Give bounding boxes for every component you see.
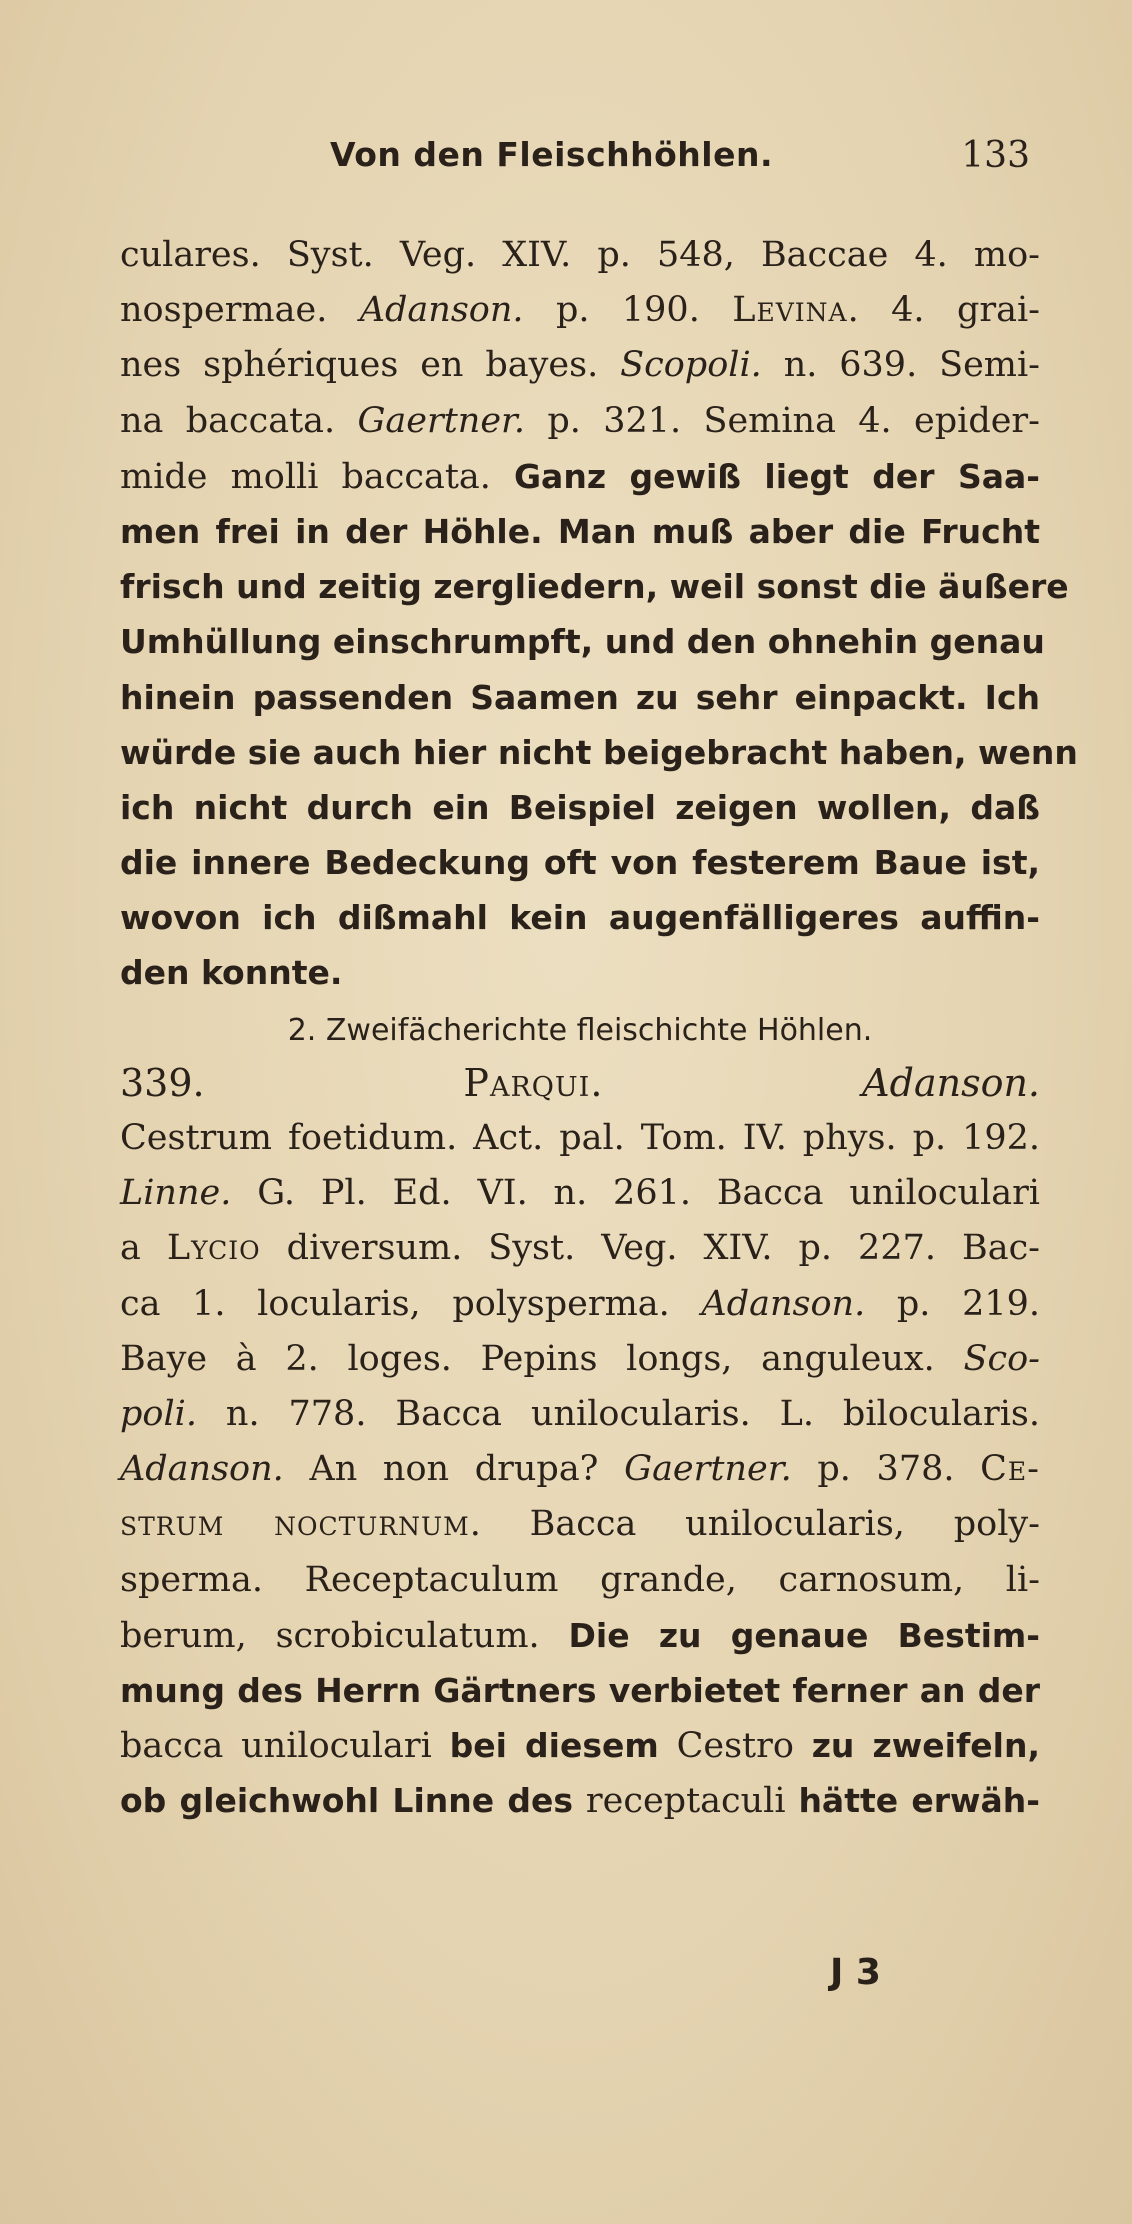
section-subheading: 2. Zweifächerichte fleischichte Höhlen. <box>287 1012 873 1048</box>
text-line <box>120 1773 1040 1828</box>
signature-mark: J 3 <box>830 1952 881 1993</box>
text-line <box>120 449 1040 504</box>
text-run: mung des Herrn Gärtners verbietet ferner an der <box>120 1670 1040 1710</box>
text-run: hätte erwäh- <box>798 1781 1040 1821</box>
text-line <box>120 780 1040 835</box>
text-run: Lycio <box>166 1228 261 1269</box>
text-line <box>120 559 1069 614</box>
text-run: men frei in der Höhle. Man muß aber die Frucht <box>120 511 1040 551</box>
text-line <box>120 1387 1040 1442</box>
text-run: poli. <box>120 1393 197 1434</box>
text-line <box>120 1608 1040 1663</box>
text-run: nospermae. <box>120 290 360 331</box>
text-line <box>120 1221 1040 1276</box>
text-run: den konnte. <box>120 953 343 993</box>
text-line <box>120 835 1040 890</box>
text-run: a <box>120 1228 167 1269</box>
text-line <box>120 283 1040 338</box>
running-title: Von den Fleischhöhlen. <box>330 135 773 174</box>
text-run: Sco- <box>963 1338 1040 1379</box>
text-run: Umhüllung einschrumpft, und den ohnehin genau <box>120 622 1045 662</box>
text-run: receptaculi <box>573 1781 799 1822</box>
text-run: bacca uniloculari <box>120 1726 450 1767</box>
text-line <box>120 228 1040 283</box>
paragraph-entry <box>120 1111 1040 1828</box>
text-run: Baye à 2. loges. Pepins longs, anguleux. <box>120 1338 964 1379</box>
text-line <box>120 338 1040 393</box>
text-line <box>120 504 1040 559</box>
text-run: mide molli baccata. <box>120 456 514 497</box>
text-run: p. 378. <box>791 1449 981 1490</box>
body-text <box>120 228 1078 1828</box>
text-run: Adanson. <box>701 1283 866 1324</box>
text-run: Adanson. <box>359 290 524 331</box>
text-run: nes sphériques en bayes. <box>120 345 621 386</box>
text-line <box>120 725 1078 780</box>
text-run: Gaertner. <box>357 400 526 441</box>
page-number: 133 <box>961 135 1030 176</box>
text-run: Cestro <box>658 1726 812 1767</box>
entry-name: Parqui. <box>463 1060 604 1105</box>
entry-author: Adanson. <box>862 1060 1040 1105</box>
text-run: Ce- <box>980 1449 1041 1490</box>
text-line <box>120 1497 1040 1552</box>
text-line <box>120 1442 1040 1497</box>
text-run: G. Pl. Ed. VI. n. 261. Bacca uniloculari <box>231 1173 1040 1214</box>
text-run: ich nicht durch ein Beispiel zeigen wollen, daß <box>120 787 1040 827</box>
text-run: sperma. Receptaculum grande, carnosum, li- <box>120 1559 1040 1600</box>
paragraph-parqui-intro <box>120 228 1078 1001</box>
text-line <box>120 1663 1040 1718</box>
text-run: zu zweifeln, <box>811 1726 1041 1766</box>
text-run: p. 219. <box>865 1283 1040 1324</box>
text-line <box>120 1553 1040 1608</box>
text-run: die innere Bedeckung oft von festerem Baue ist, <box>120 843 1040 883</box>
text-run: ca 1. locularis, polysperma. <box>120 1283 702 1324</box>
text-run: n. 639. Semi- <box>761 345 1041 386</box>
text-run: na baccata. <box>120 400 358 441</box>
text-run: p. 321. Semina 4. epider- <box>525 400 1040 441</box>
text-run: strum nocturnum <box>120 1504 470 1545</box>
text-run: Linne. <box>120 1173 232 1214</box>
text-line <box>120 1332 1040 1387</box>
text-line <box>120 945 1040 1000</box>
text-run: berum, scrobiculatum. <box>120 1615 569 1656</box>
text-run: Levina <box>732 290 848 331</box>
text-run: culares. Syst. Veg. XIV. p. 548, Baccae 4. mo- <box>120 235 1040 275</box>
text-run: Scopoli. <box>620 345 762 386</box>
text-run: hinein passenden Saamen zu sehr einpackt. Ich <box>120 677 1040 717</box>
text-run: p. 190. <box>523 290 733 331</box>
text-run: Adanson. <box>120 1449 284 1490</box>
text-run: . Bacca unilocularis, poly- <box>469 1504 1041 1545</box>
entry-number: 339. <box>120 1060 205 1105</box>
text-line <box>120 614 1045 669</box>
text-line <box>120 394 1040 449</box>
text-run: frisch und zeitig zergliedern, weil sonst die äußere <box>120 567 1069 607</box>
text-line <box>120 1111 1040 1166</box>
entry-heading <box>120 1056 1040 1111</box>
text-line <box>120 1166 1040 1221</box>
text-run: würde sie auch hier nicht beigebracht haben, wenn <box>120 732 1078 772</box>
running-head <box>330 135 1030 185</box>
text-run: wovon ich dißmahl kein augenfälligeres auffin- <box>120 898 1040 938</box>
text-run: Ganz gewiß liegt der Saa- <box>513 456 1040 496</box>
text-line <box>120 1718 1040 1773</box>
text-run: Cestrum foetidum. Act. pal. Tom. IV. phys. p. 192. <box>120 1118 1040 1158</box>
text-line <box>120 890 1040 945</box>
text-run: n. 778. Bacca unilocularis. L. bilocularis. <box>197 1393 1040 1434</box>
text-run: diversum. Syst. Veg. XIV. p. 227. Bac- <box>260 1228 1040 1269</box>
text-run: . 4. grai- <box>847 290 1040 331</box>
text-run: An non drupa? <box>283 1449 625 1490</box>
text-run: bei diesem <box>449 1726 659 1766</box>
text-run: Die zu genaue Bestim- <box>568 1615 1040 1655</box>
text-run: ob gleichwohl Linne des <box>120 1781 574 1821</box>
text-line <box>120 670 1040 725</box>
text-run: Gaertner. <box>624 1449 792 1490</box>
text-line <box>120 1277 1040 1332</box>
